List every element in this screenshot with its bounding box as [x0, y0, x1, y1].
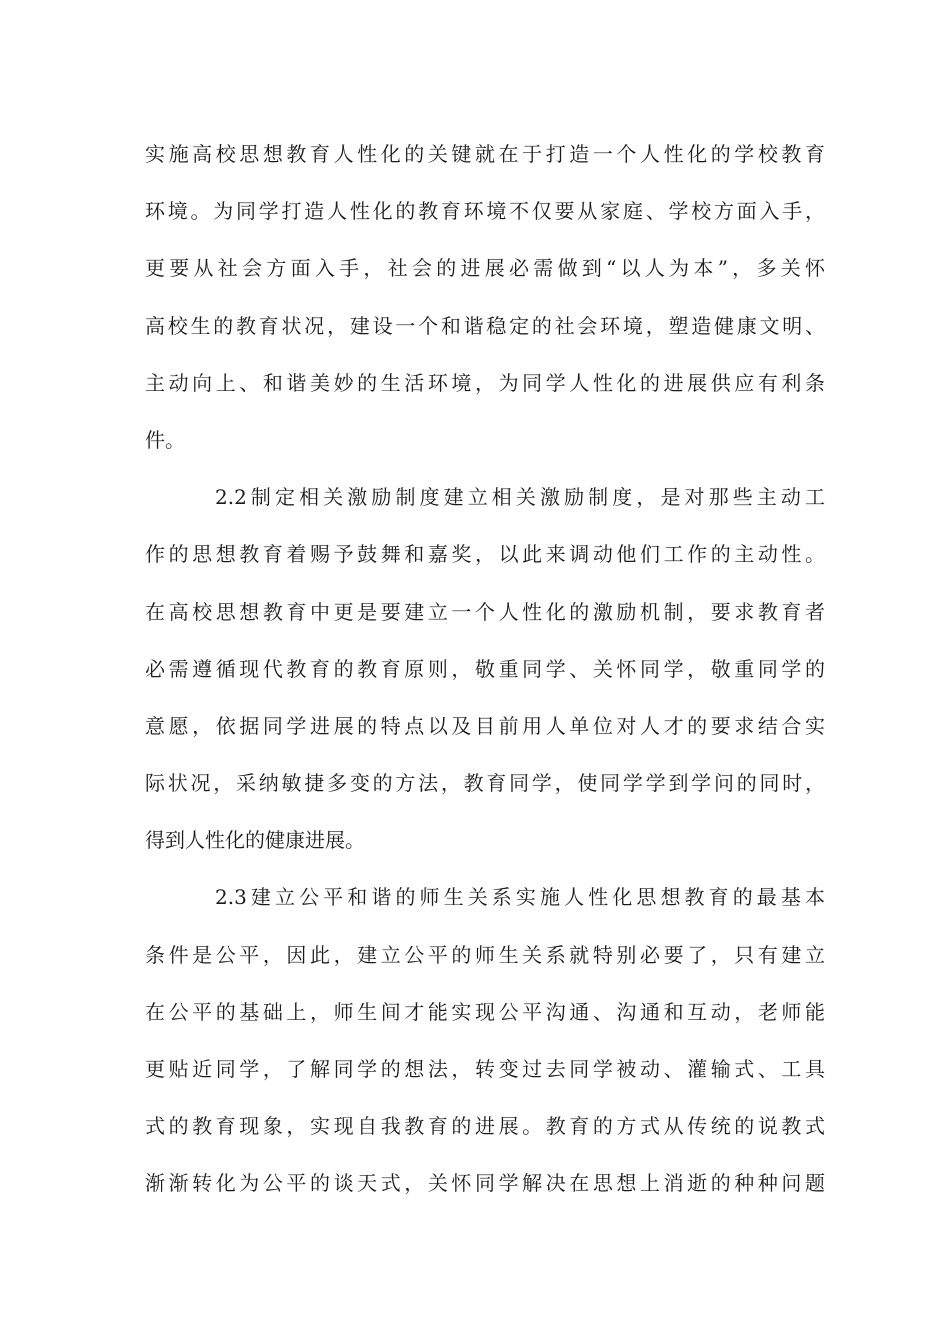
- text-line: 主动向上、和谐美妙的生活环境，为同学人性化的进展供应有利条: [145, 370, 825, 395]
- paragraph-incentive-system: [145, 469, 825, 869]
- text-line: 得到人性化的健康进展。: [145, 828, 365, 853]
- text-line: 式的教育现象，实现自我教育的进展。教育的方式从传统的说教式: [145, 1114, 825, 1139]
- paragraph-environment: [145, 126, 825, 469]
- text-line: 2.3建立公平和谐的师生关系实施人性化思想教育的最基本: [215, 885, 825, 910]
- text-line: 更要从社会方面入手，社会的进展必需做到“以人为本”，多关怀: [145, 256, 825, 281]
- text-line: 2.2制定相关激励制度建立相关激励制度，是对那些主动工: [215, 485, 825, 510]
- text-line: 作的思想教育着赐予鼓舞和嘉奖，以此来调动他们工作的主动性。: [145, 542, 825, 567]
- text-line: 际状况，采纳敏捷多变的方法，教育同学，使同学学到学问的同时，: [145, 771, 825, 796]
- document-body: [145, 126, 825, 1213]
- paragraph-teacher-student-relation: [145, 869, 825, 1212]
- text-line: 环境。为同学打造人性化的教育环境不仅要从家庭、学校方面入手，: [145, 199, 825, 224]
- text-line: 件。: [145, 427, 185, 452]
- text-line: 在高校思想教育中更是要建立一个人性化的激励机制，要求教育者: [145, 599, 825, 624]
- text-line: 渐渐转化为公平的谈天式，关怀同学解决在思想上消逝的种种问题: [145, 1171, 825, 1196]
- text-line: 更贴近同学，了解同学的想法，转变过去同学被动、灌输式、工具: [145, 1057, 825, 1081]
- text-line: 高校生的教育状况，建设一个和谐稳定的社会环境，塑造健康文明、: [145, 313, 825, 338]
- text-line: 必需遵循现代教育的教育原则，敬重同学、关怀同学，敬重同学的: [145, 656, 825, 681]
- text-line: 意愿，依据同学进展的特点以及目前用人单位对人才的要求结合实: [145, 713, 825, 738]
- text-line: 在公平的基础上，师生间才能实现公平沟通、沟通和互动，老师能: [145, 999, 825, 1024]
- text-line: 实施高校思想教育人性化的关键就在于打造一个人性化的学校教育: [145, 142, 825, 166]
- text-line: 条件是公平，因此，建立公平的师生关系就特别必要了，只有建立: [145, 942, 825, 967]
